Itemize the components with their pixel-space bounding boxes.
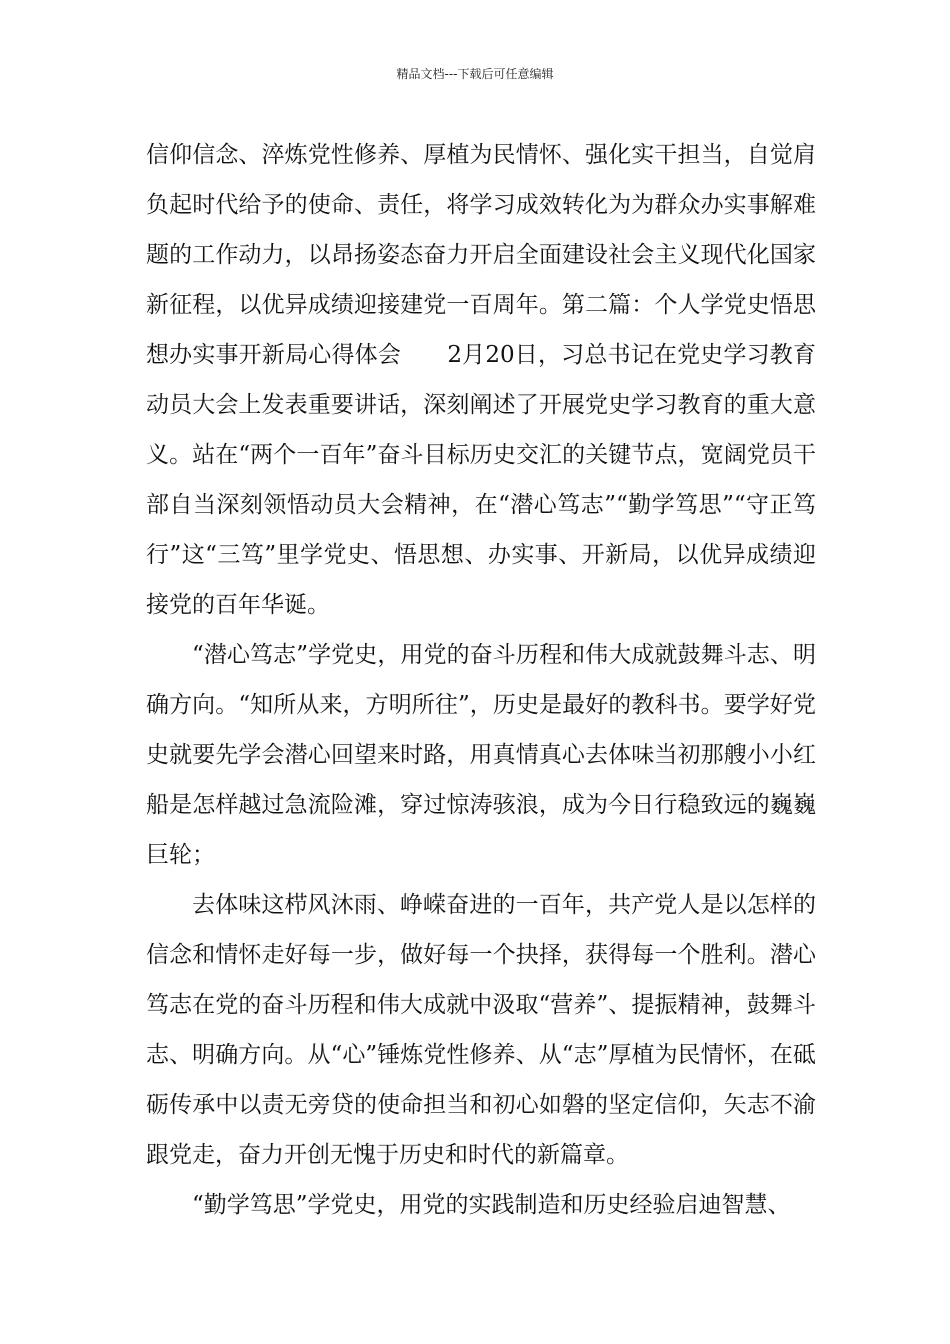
paragraph-4: “勤学笃思”学党史，用党的实践制造和历史经验启迪智慧、 xyxy=(192,1192,791,1218)
page-header: 精品文档---下载后可任意编辑 xyxy=(396,67,554,81)
document-body xyxy=(146,130,816,1230)
paragraph-3: 去体味这栉风沐雨、峥嵘奋进的一百年，共产党人是以怎样的信念和情怀走好每一步，做好每一个抉择，获得每一个胜利。潜心笃志在党的奋斗历程和伟大成就中汲取“营养”、提振精神，鼓舞斗志、明确方向。从“心”锤炼党性修养、从“志”厚植为民情怀，在砥砺传承中以责无旁贷的使命担当和初心如磐的坚定信仰，矢志不渝跟党走，奋力开创无愧于历史和时代的新篇章。 xyxy=(146,892,816,1168)
paragraph-2: “潜心笃志”学党史，用党的奋斗历程和伟大成就鼓舞斗志、明确方向。“知所从来，方明所往”，历史是最好的教科书。要学好党史就要先学会潜心回望来时路，用真情真心去体味当初那艘小小红船是怎样越过急流险滩，穿过惊涛骇浪，成为今日行稳致远的巍巍巨轮； xyxy=(146,642,816,868)
paragraph-1: 信仰信念、淬炼党性修养、厚植为民情怀、强化实干担当，自觉肩负起时代给予的使命、责任，将学习成效转化为为群众办实事解难题的工作动力，以昂扬姿态奋力开启全面建设社会主义现代化国家新征程，以优异成绩迎接建党一百周年。第二篇：个人学党史悟思想办实事开新局心得体会 2月20日，习总书记在党史学习教育动员大会上发表重要讲话，深刻阐述了开展党史学习教育的重大意义。站在“两个一百年”奋斗目标历史交汇的关键节点，宽阔党员干部自当深刻领悟动员大会精神，在“潜心笃志”“勤学笃思”“守正笃行”这“三笃”里学党史、悟思想、办实事、开新局，以优异成绩迎接党的百年华诞。 xyxy=(146,142,816,618)
